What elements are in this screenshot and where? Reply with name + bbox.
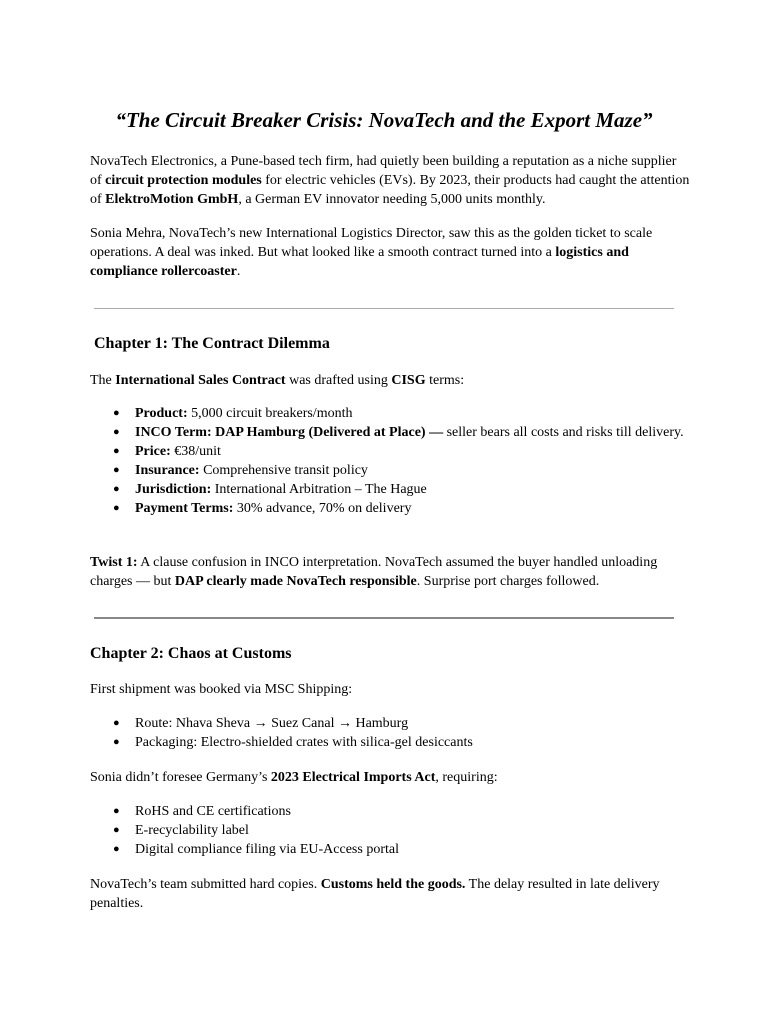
text-span: , requiring: xyxy=(435,770,498,785)
bold-span: logistics and compliance rollercoaster xyxy=(90,245,629,279)
bullet-icon: ● xyxy=(113,407,120,419)
bullet-icon: ● xyxy=(113,502,120,514)
text-span: The xyxy=(90,373,116,388)
regulation-paragraph xyxy=(90,768,690,787)
requirements-list xyxy=(113,802,735,859)
bullet-icon: ● xyxy=(113,483,120,495)
text-span: €38/unit xyxy=(170,444,221,459)
bullet-icon: ● xyxy=(113,426,120,438)
text-span: RoHS and CE certifications xyxy=(135,804,291,819)
shipment-details-list xyxy=(113,714,735,752)
bold-span: Customs held the goods. xyxy=(320,877,466,892)
bold-span: 2023 Electrical Imports Act xyxy=(270,770,436,785)
text-span: Sonia didn’t foresee Germany’s xyxy=(90,770,271,785)
list-item xyxy=(113,821,735,840)
list-item xyxy=(113,442,735,461)
bold-span: DAP clearly made NovaTech responsible xyxy=(174,574,417,589)
text-span: Comprehensive transit policy xyxy=(199,463,368,478)
text-span: 5,000 circuit breakers/month xyxy=(187,406,353,421)
bold-span: Jurisdiction: xyxy=(135,482,212,497)
list-item xyxy=(113,714,735,733)
list-item xyxy=(113,423,735,442)
twist-paragraph xyxy=(90,553,690,591)
bold-span: Payment Terms: xyxy=(135,501,234,516)
text-span: . xyxy=(236,264,241,279)
text-span: 30% advance, 70% on delivery xyxy=(233,501,412,516)
contract-terms-list xyxy=(113,404,735,518)
intro-paragraph-2 xyxy=(90,224,690,281)
text-span: seller bears all costs and risks till delivery. xyxy=(443,425,684,440)
text-span: The delay resulted in late delivery penalties. xyxy=(90,877,660,911)
bold-span: Twist 1: xyxy=(90,555,138,570)
bold-span: circuit protection modules xyxy=(105,173,262,188)
list-item xyxy=(113,802,735,821)
chapter-2-heading: Chapter 2: Chaos at Customs xyxy=(90,645,292,662)
text-span: Packaging: Electro-shielded crates with silica-gel desiccants xyxy=(135,735,473,750)
chapter-1-heading: Chapter 1: The Contract Dilemma xyxy=(94,335,330,352)
bold-span: Insurance: xyxy=(135,463,200,478)
bullet-icon: ● xyxy=(113,464,120,476)
text-span: terms: xyxy=(425,373,465,388)
text-span: Sonia Mehra, NovaTech’s new International Logistics Director, saw this as the golden ticket to scale operations. A deal was inked. But what looked like a smooth contract turned into a xyxy=(90,226,653,260)
bold-span: CISG xyxy=(391,373,426,388)
section-divider xyxy=(94,617,674,619)
bullet-icon: ● xyxy=(113,843,120,855)
chapter-1-intro xyxy=(90,371,690,390)
intro-paragraph-1 xyxy=(90,152,690,209)
list-item xyxy=(113,404,735,423)
bullet-icon: ● xyxy=(113,805,120,817)
bullet-icon: ● xyxy=(113,445,120,457)
text-span: was drafted using xyxy=(285,373,392,388)
bold-span: International Sales Contract xyxy=(115,373,286,388)
list-item xyxy=(113,840,735,859)
text-span: , a German EV innovator needing 5,000 units monthly. xyxy=(238,192,546,207)
text-span: International Arbitration – The Hague xyxy=(211,482,427,497)
list-item xyxy=(113,499,735,518)
text-span: A clause confusion in INCO interpretation. NovaTech assumed the buyer handled unloading charges — but xyxy=(90,555,658,589)
document-title: “The Circuit Breaker Crisis: NovaTech and the Export Maze” xyxy=(115,108,653,132)
bold-span: Product: xyxy=(135,406,188,421)
text-span: . Surprise port charges followed. xyxy=(416,574,600,589)
text-span: Route: Nhava Sheva → Suez Canal → Hamburg xyxy=(135,716,409,731)
list-item xyxy=(113,480,735,499)
bold-span: INCO Term: DAP Hamburg (Delivered at Place) — xyxy=(135,425,444,440)
text-span: NovaTech’s team submitted hard copies. xyxy=(90,877,321,892)
text-span: for electric vehicles (EVs). By 2023, their products had caught the attention of xyxy=(90,173,690,207)
text-span: Digital compliance filing via EU-Access portal xyxy=(135,842,399,857)
text-span: NovaTech Electronics, a Pune-based tech firm, had quietly been building a reputation as a niche supplier of xyxy=(90,154,677,188)
text-span: E-recyclability label xyxy=(135,823,249,838)
list-item xyxy=(113,733,735,752)
chapter-2-intro: First shipment was booked via MSC Shipping: xyxy=(90,682,353,697)
bullet-icon: ● xyxy=(113,717,120,729)
bold-span: Price: xyxy=(135,444,171,459)
customs-paragraph xyxy=(90,875,690,913)
bullet-icon: ● xyxy=(113,824,120,836)
bullet-icon: ● xyxy=(113,736,120,748)
bold-span: ElektroMotion GmbH xyxy=(105,192,239,207)
section-divider xyxy=(94,308,674,309)
list-item xyxy=(113,461,735,480)
